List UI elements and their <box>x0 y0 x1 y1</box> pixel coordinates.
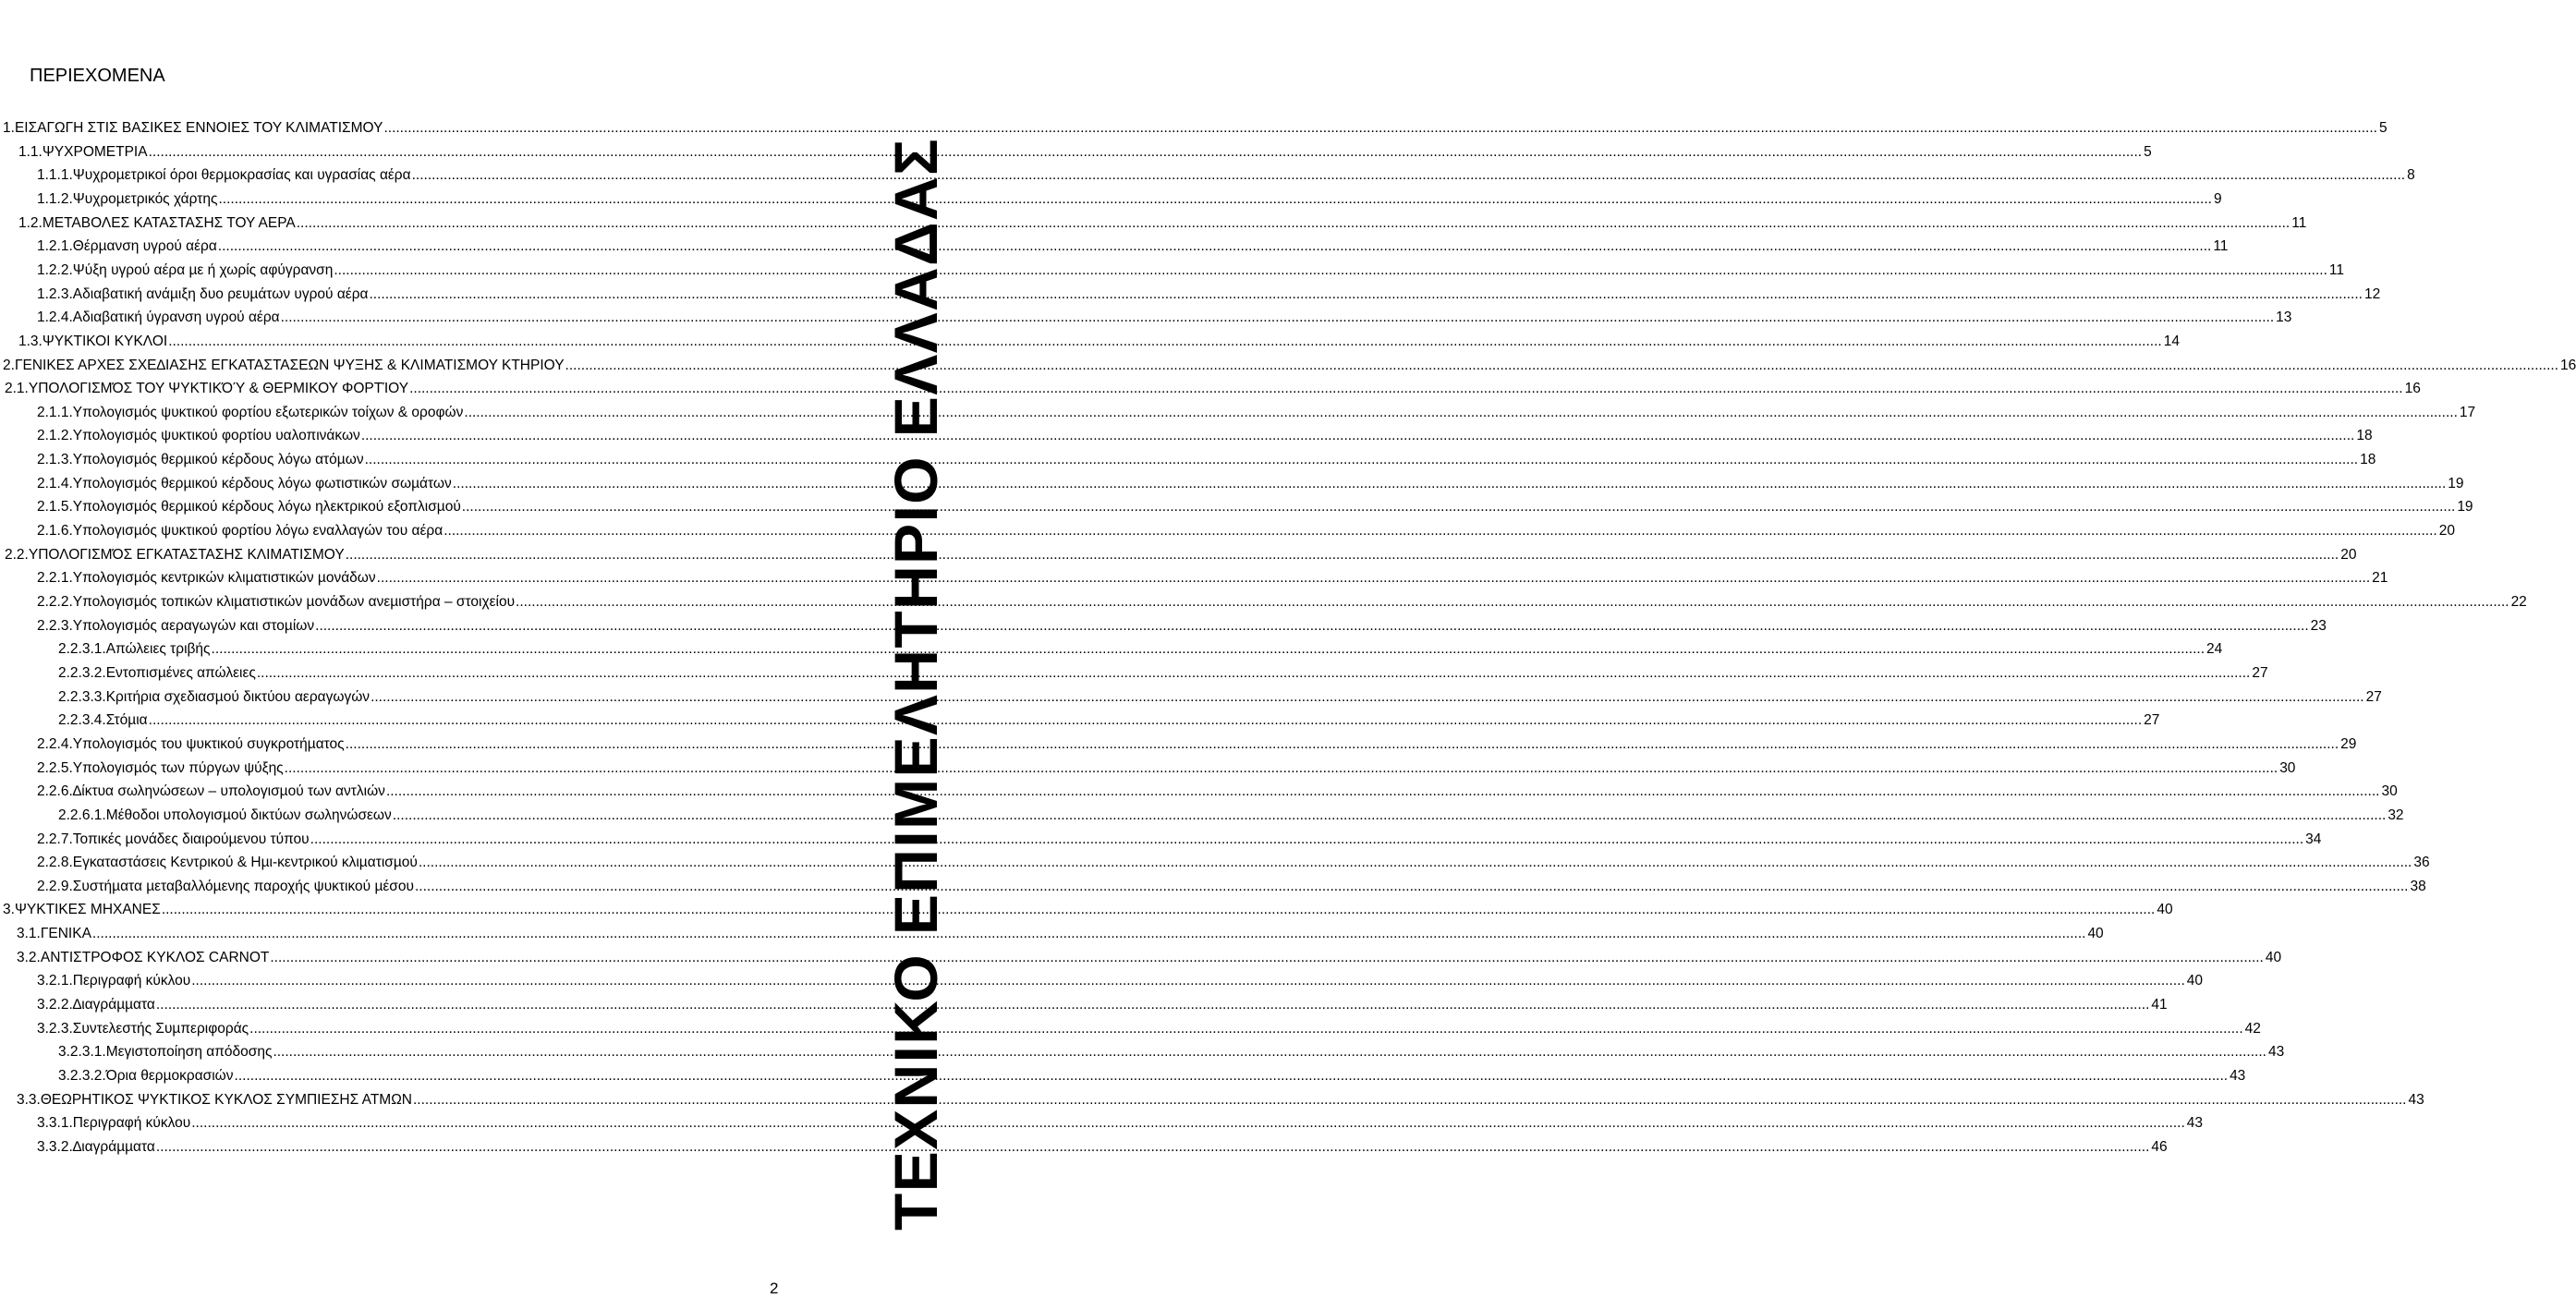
toc-entry-title: Στόµια <box>105 712 148 729</box>
toc-entry-page: 19 <box>2448 475 2464 491</box>
toc-entry[interactable] <box>37 450 2376 470</box>
toc-entry[interactable] <box>58 687 2382 708</box>
dot-leader <box>149 710 2143 731</box>
dot-leader <box>257 663 2251 684</box>
toc-entry-title: ΑΝΤΙΣΤΡΟΦΟΣ ΚΥΚΛΟΣ CARNOT <box>40 949 270 965</box>
toc-entry-title: Τοπικές µονάδες διαιρούµενου τύπου <box>72 831 310 847</box>
toc-entry-number: 3.3. <box>17 1091 41 1108</box>
toc-entry-number: 1.1. <box>18 143 43 160</box>
toc-entry-page: 21 <box>2372 570 2388 587</box>
toc-entry[interactable] <box>37 189 2222 210</box>
toc-entry-number: 3.3.2. <box>37 1138 73 1155</box>
toc-entry-title: Μέθοδοι υπολογισµού δικτύων σωληνώσεων <box>105 807 392 823</box>
toc-entry-page: 38 <box>2410 878 2426 894</box>
dot-leader <box>365 450 2359 470</box>
toc-entry[interactable] <box>5 545 2357 565</box>
toc-entry-number: 2.2.3.2. <box>58 664 106 681</box>
toc-entry-title: Υπολογισµός των πύργων ψύξης <box>72 759 284 776</box>
toc-entry[interactable] <box>3 118 2388 139</box>
toc-entry-page: 12 <box>2363 285 2381 302</box>
toc-entry[interactable] <box>37 758 2296 779</box>
toc-entry-title: Υπολογισµός αεραγωγών και στοµίων <box>72 617 315 634</box>
toc-entry[interactable] <box>37 1137 2168 1158</box>
toc-entry-number: 2.2.3.3. <box>58 688 106 705</box>
toc-entry-number: 2.2.1. <box>37 570 73 587</box>
toc-entry[interactable] <box>17 924 2104 944</box>
toc-entry-title: ∆ιαγράµµατα <box>72 997 155 1013</box>
toc-entry-page: 16 <box>2560 357 2576 373</box>
toc-entry[interactable] <box>18 332 2180 352</box>
toc-entry-number: 2.2.3. <box>37 617 73 634</box>
toc-entry-number: 2.2.6.1. <box>58 807 106 823</box>
toc-entry-page: 40 <box>2157 902 2173 918</box>
toc-entry-number: 2.1.6. <box>37 523 73 540</box>
toc-entry-page: 32 <box>2388 807 2404 823</box>
toc-entry-page: 11 <box>2213 238 2229 255</box>
toc-entry[interactable] <box>37 521 2455 541</box>
toc-entry-page: 24 <box>2206 641 2223 658</box>
toc-entry-number: 1.1.2. <box>37 190 73 207</box>
dot-leader <box>156 995 2150 1015</box>
toc-entry-page: 20 <box>2340 546 2357 563</box>
dot-leader <box>412 165 2406 186</box>
toc-entry-page: 8 <box>2407 167 2415 184</box>
toc-entry-title: Ψυχροµετρικός χάρτης <box>72 190 218 207</box>
toc-entry-number: 2.1.3. <box>37 452 73 468</box>
toc-entry-title: ΕΙΣΑΓΩΓΗ ΣΤΙΣ ΒΑΣΙΚΕΣ ΕΝΝΟΙΕΣ ΤΟΥ ΚΛΙΜΑΤΙΣΜΟΥ <box>14 120 383 136</box>
toc-entry-page: 34 <box>2305 831 2322 847</box>
toc-entry-number: 2.2.9. <box>37 878 73 894</box>
toc-entry-page: 11 <box>2328 261 2344 278</box>
toc-entry-title: ΜΕΤΑΒΟΛΕΣ ΚΑΤΑΣΤΑΣΗΣ ΤΟΥ ΑΕΡΑ <box>42 214 296 231</box>
toc-entry-title: ΓΕΝΙΚΑ <box>40 926 91 942</box>
toc-entry[interactable] <box>37 568 2388 588</box>
toc-entry-page: 30 <box>2381 783 2398 800</box>
dot-leader <box>285 758 2278 779</box>
toc-entry-title: Υπολογισµός τοπικών κλιµατιστικών µονάδων ανεµιστήρα – στοιχείου <box>72 594 516 610</box>
toc-entry-number: 2.2.3.4. <box>58 712 106 729</box>
toc-entry[interactable] <box>17 948 2282 968</box>
toc-entry[interactable] <box>3 356 2576 376</box>
toc-entry-page: 29 <box>2340 735 2357 752</box>
toc-entry-number: 2.1.2. <box>37 428 73 444</box>
toc-entry[interactable] <box>17 1090 2424 1110</box>
toc-entry-title: Συντελεστής Συµπεριφοράς <box>72 1020 249 1037</box>
toc-entry-page: 40 <box>2087 926 2104 942</box>
toc-entry[interactable] <box>37 1113 2204 1134</box>
toc-entry[interactable] <box>37 877 2426 897</box>
toc-entry[interactable] <box>37 261 2344 281</box>
dot-leader <box>162 900 2156 920</box>
dot-leader <box>310 830 2304 850</box>
toc-entry-page: 40 <box>2265 949 2282 965</box>
toc-entry-page: 46 <box>2151 1138 2168 1155</box>
toc-entry-number: 2.2.2. <box>37 594 73 610</box>
toc-entry-title: ΥΠΟΛΟΓΙΣΜΌΣ ΕΓΚΑΤΑΣΤΑΣΗΣ ΚΛΙΜΑΤΙΣΜΟΥ <box>28 546 345 563</box>
toc-entry[interactable] <box>37 1019 2261 1039</box>
toc-entry[interactable] <box>37 592 2527 613</box>
toc-entry-title: Υπολογισµός θερµικού κέρδους λόγω φωτιστικών σωµάτων <box>72 475 452 491</box>
toc-entry-page: 19 <box>2457 499 2473 516</box>
toc-entry[interactable] <box>37 497 2473 517</box>
toc-entry-number: 1.2.4. <box>37 309 73 326</box>
toc-entry-title: Εγκαταστάσεις Κεντρικού & Ηµι-κεντρικού κλιµατισµού <box>72 855 418 871</box>
toc-entry-number: 1.2.1. <box>37 238 73 255</box>
toc-entry-page: 5 <box>2378 120 2388 136</box>
toc-entry[interactable] <box>5 379 2421 399</box>
toc-entry[interactable] <box>18 213 2307 234</box>
toc-entry-title: Αδιαβατική ανάµιξη δυο ρευµάτων υγρού αέρα <box>72 285 369 302</box>
toc-entry-title: Μεγιστοποίηση απόδοσης <box>105 1044 273 1061</box>
dot-leader <box>315 616 2309 637</box>
dot-leader <box>191 971 2185 991</box>
toc-entry-page: 20 <box>2438 523 2455 540</box>
toc-entry-title: Θέρµανση υγρού αέρα <box>72 238 217 255</box>
toc-entry-number: 1.1.1. <box>37 167 73 184</box>
dot-leader <box>149 142 2143 163</box>
sidebar-text: ΤΕΧΝΙΚΟ ΕΠΙΜΕΛΗΤΗΡΙΟ ΕΛΛΑΔΑΣ <box>881 137 950 1231</box>
dot-leader <box>270 948 2264 968</box>
toc-entry[interactable] <box>37 971 2204 991</box>
toc-entry-number: 1. <box>3 120 15 136</box>
dot-leader <box>369 285 2363 305</box>
toc-entry[interactable] <box>37 237 2229 257</box>
toc-entry-page: 17 <box>2459 404 2476 420</box>
toc-entry-title: Συστήµατα µεταβαλλόµενης παροχής ψυκτικού µέσου <box>72 878 414 894</box>
toc-entry-number: 2.2.3.1. <box>58 641 106 658</box>
toc-entry-title: ΨΥΚΤΙΚΕΣ ΜΗΧΑΝΕΣ <box>14 902 161 918</box>
dot-leader <box>413 1090 2407 1110</box>
toc-entry-page: 43 <box>2408 1091 2424 1108</box>
toc-entry-title: Υπολογισµός θερµικού κέρδους λόγω ηλεκτρικού εξοπλισµού <box>72 499 461 516</box>
dot-leader <box>393 806 2387 826</box>
toc-entry-number: 2.2.8. <box>37 855 73 871</box>
toc-entry-page: 41 <box>2151 997 2168 1013</box>
dot-leader <box>371 687 2364 708</box>
toc-entry-page: 43 <box>2267 1044 2285 1061</box>
toc-entry-page: 27 <box>2252 664 2268 681</box>
dot-leader <box>235 1066 2229 1086</box>
dot-leader <box>168 332 2162 352</box>
toc-entry-title: Ψύξη υγρού αέρα µε ή χωρίς αφύγρανση <box>72 261 334 278</box>
dot-leader <box>462 497 2456 517</box>
dot-leader <box>218 189 2212 210</box>
toc-entry-page: 27 <box>2365 688 2382 705</box>
toc-entry-title: ΨΥΚΤΙΚΟΙ ΚΥΚΛΟΙ <box>42 333 168 349</box>
toc-entry-title: Περιγραφή κύκλου <box>72 1115 191 1132</box>
toc-entry-page: 43 <box>2230 1068 2246 1084</box>
toc-entry-number: 1.2.3. <box>37 285 73 302</box>
toc-entry-title: Υπολογισµός ψυκτικού φορτίου εξωτερικών τοίχων & οροφών <box>72 404 464 420</box>
toc-entry[interactable] <box>37 308 2292 328</box>
toc-entry[interactable] <box>58 1042 2285 1062</box>
toc-entry[interactable] <box>37 403 2476 423</box>
dot-leader <box>444 521 2437 541</box>
toc-entry-number: 2.1. <box>5 381 29 397</box>
dot-leader <box>386 782 2380 802</box>
toc-entry-page: 40 <box>2186 973 2204 989</box>
toc-entry-title: Ψυχροµετρικοί όροι θερµοκρασίας και υγρασίας αέρα <box>72 167 411 184</box>
toc-entry-number: 3.2.2. <box>37 997 73 1013</box>
toc-entry-title: ∆ίκτυα σωληνώσεων – υπολογισµού των αντλιών <box>72 783 385 800</box>
toc-entry-number: 3.2.1. <box>37 973 73 989</box>
toc-entry[interactable] <box>37 426 2373 446</box>
toc-entry[interactable] <box>18 142 2152 163</box>
dot-leader <box>346 545 2339 565</box>
toc-entry-title: Υπολογισµός ψυκτικού φορτίου υαλοπινάκων <box>72 428 360 444</box>
toc-entry-number: 1.2. <box>18 214 43 231</box>
toc-entry-number: 2.1.4. <box>37 475 73 491</box>
dot-leader <box>249 1019 2243 1039</box>
dot-leader <box>273 1042 2266 1062</box>
toc-entry-number: 2.2.4. <box>37 735 73 752</box>
toc-entry-number: 2. <box>3 357 15 373</box>
toc-entry[interactable] <box>3 900 2173 920</box>
toc-entry-number: 2.2. <box>5 546 29 563</box>
dot-leader <box>334 261 2327 281</box>
toc-entry[interactable] <box>58 663 2268 684</box>
toc-entry-title: Εντοπισµένες απώλειες <box>105 664 256 681</box>
dot-leader <box>191 1113 2185 1134</box>
toc-entry-page: 22 <box>2510 594 2527 610</box>
dot-leader <box>415 877 2409 897</box>
toc-entry-page: 23 <box>2310 617 2327 634</box>
toc-entry-title: Υπολογισµός ψυκτικού φορτίου λόγω εναλλαγών του αέρα <box>72 523 444 540</box>
toc-entry-number: 2.1.1. <box>37 404 73 420</box>
dot-leader <box>281 308 2275 328</box>
toc-entry-number: 3.2.3.2. <box>58 1068 106 1084</box>
toc-entry-page: 27 <box>2144 712 2160 729</box>
toc-entry-page: 14 <box>2163 333 2180 349</box>
vertical-watermark <box>827 0 950 1238</box>
toc-entry-title: Υπολογισµός κεντρικών κλιµατιστικών µονάδων <box>72 570 376 587</box>
toc-entry-title: ∆ιαγράµµατα <box>72 1138 155 1155</box>
toc-entry-number: 3.2.3. <box>37 1020 73 1037</box>
dot-leader <box>453 474 2447 494</box>
toc-entry-title: Απώλειες τριβής <box>105 641 211 658</box>
toc-entry-page: 9 <box>2213 190 2222 207</box>
toc-entry[interactable] <box>37 474 2464 494</box>
toc-entry-number: 2.2.5. <box>37 759 73 776</box>
dot-leader <box>383 118 2377 139</box>
toc-entry-number: 3.1. <box>17 926 41 942</box>
toc-entry[interactable] <box>37 830 2322 850</box>
dot-leader <box>212 639 2205 660</box>
dot-leader <box>346 734 2339 755</box>
dot-leader <box>156 1137 2150 1158</box>
toc-entry-page: 36 <box>2413 855 2430 871</box>
toc-entry-number: 3.3.1. <box>37 1115 73 1132</box>
toc-entry[interactable] <box>37 285 2381 305</box>
toc-entry-page: 42 <box>2244 1020 2261 1037</box>
toc-entry[interactable] <box>37 995 2168 1015</box>
dot-leader <box>516 592 2509 613</box>
toc-entry-number: 3. <box>3 902 15 918</box>
dot-leader <box>377 568 2371 588</box>
toc-entry-title: Υπολογισµός θερµικού κέρδους λόγω ατόµων <box>72 452 364 468</box>
toc-entry-title: ΨΥΧΡΟΜΕΤΡΙΑ <box>42 143 148 160</box>
toc-entry-title: Όρια θερµοκρασιών <box>105 1068 234 1084</box>
toc-entry-number: 1.3. <box>18 333 43 349</box>
toc-entry-title: Κριτήρια σχεδιασµού δικτύου αεραγωγών <box>105 688 371 705</box>
toc-entry-number: 2.1.5. <box>37 499 73 516</box>
toc-entry-title: ΥΠΟΛΟΓΙΣΜΌΣ ΤΟΥ ΨΥΚΤΙΚΌΎ & ΘΕΡΜΙΚΟΥ ΦΟΡΤΊΟΥ <box>28 381 409 397</box>
toc-entry-number: 2.2.7. <box>37 831 73 847</box>
toc-entry[interactable] <box>37 165 2415 186</box>
toc-entry-page: 13 <box>2276 309 2292 326</box>
toc-entry[interactable] <box>37 853 2430 873</box>
dot-leader <box>297 213 2290 234</box>
toc-entry-title: ΘΕΩΡΗΤΙΚΟΣ ΨΥΚΤΙΚΟΣ ΚΥΚΛΟΣ ΣΥΜΠΙΕΣΗΣ ΑΤΜΩΝ <box>40 1091 412 1108</box>
toc-entry[interactable] <box>58 710 2160 731</box>
dot-leader <box>419 853 2412 873</box>
toc-entry-number: 3.2. <box>17 949 41 965</box>
dot-leader <box>92 924 2086 944</box>
toc-entry[interactable] <box>58 806 2404 826</box>
toc-entry[interactable] <box>37 734 2357 755</box>
toc-entry-number: 1.2.2. <box>37 261 73 278</box>
toc-entry-page: 5 <box>2144 143 2152 160</box>
toc-entry[interactable] <box>37 782 2398 802</box>
toc-entry-number: 3.2.3.1. <box>58 1044 106 1061</box>
toc-entry[interactable] <box>58 1066 2246 1086</box>
toc-entry[interactable] <box>37 616 2327 637</box>
toc-entry-title: Αδιαβατική ύγρανση υγρού αέρα <box>72 309 280 326</box>
dot-leader <box>464 403 2458 423</box>
toc-entry-page: 18 <box>2356 428 2373 444</box>
toc-entry-page: 16 <box>2404 381 2421 397</box>
toc-entry-title: Υπολογισµός του ψυκτικού συγκροτήµατος <box>72 735 345 752</box>
dot-leader <box>218 237 2212 257</box>
toc-entry-page: 30 <box>2279 759 2296 776</box>
toc-entry-page: 11 <box>2291 214 2307 231</box>
page-number: 2 <box>770 1280 779 1297</box>
toc-entry-page: 18 <box>2360 452 2376 468</box>
dot-leader <box>361 426 2355 446</box>
toc-entry-page: 43 <box>2186 1115 2204 1132</box>
page-title: ΠΕΡΙΕΧΟΜΕΝΑ <box>30 66 165 86</box>
toc-entry-title: Περιγραφή κύκλου <box>72 973 191 989</box>
toc-entry[interactable] <box>58 639 2223 660</box>
toc-entry-title: ΓΕΝΙΚΕΣ ΑΡΧΕΣ ΣΧΕ∆ΙΑΣΗΣ ΕΓΚΑΤΑΣΤΑΣΕΩΝ ΨΥΞΗΣ & ΚΛΙΜΑΤΙΣΜΟΥ ΚΤΗΡΙΟΥ <box>14 357 565 373</box>
toc-entry-number: 2.2.6. <box>37 783 73 800</box>
dot-leader <box>409 379 2403 399</box>
